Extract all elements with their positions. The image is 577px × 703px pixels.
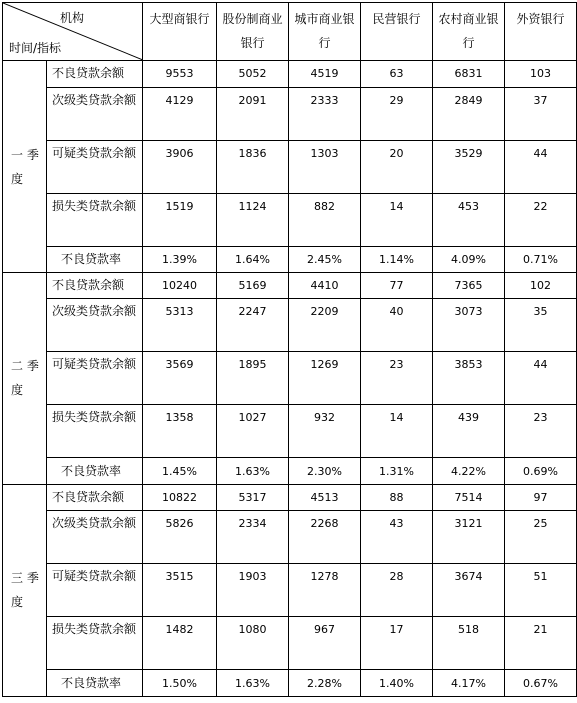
value-cell: 1.40%: [361, 670, 433, 697]
column-header: 城市商业银行: [289, 3, 361, 61]
table-row: [3, 352, 577, 405]
value-cell: 29: [361, 87, 433, 140]
value-cell: 63: [361, 61, 433, 87]
value-cell: 453: [433, 193, 505, 246]
value-cell: 1.31%: [361, 458, 433, 484]
value-cell: 3121: [433, 511, 505, 564]
value-cell: 4.09%: [433, 246, 505, 272]
table-row: [3, 140, 577, 193]
value-cell: 3515: [143, 564, 217, 617]
value-cell: 2091: [217, 87, 289, 140]
table-row: [3, 405, 577, 458]
corner-top-label: 机构: [59, 11, 84, 25]
value-cell: 7514: [433, 484, 505, 510]
value-cell: 2209: [289, 299, 361, 352]
value-cell: 1.14%: [361, 246, 433, 272]
indicator-label: 可疑类贷款余额: [47, 564, 143, 617]
value-cell: 1.63%: [217, 670, 289, 697]
value-cell: 40: [361, 299, 433, 352]
value-cell: 932: [289, 405, 361, 458]
indicator-label: 损失类贷款余额: [47, 617, 143, 670]
value-cell: 23: [505, 405, 577, 458]
value-cell: 9553: [143, 61, 217, 87]
value-cell: 5826: [143, 511, 217, 564]
value-cell: 3674: [433, 564, 505, 617]
table-row: [3, 299, 577, 352]
quarter-label: 二 季 度: [3, 273, 47, 485]
value-cell: 4.17%: [433, 670, 505, 697]
value-cell: 439: [433, 405, 505, 458]
value-cell: 14: [361, 405, 433, 458]
value-cell: 3569: [143, 352, 217, 405]
value-cell: 1.64%: [217, 246, 289, 272]
quarter-label: 三 季 度: [3, 484, 47, 696]
value-cell: 2.30%: [289, 458, 361, 484]
value-cell: 5313: [143, 299, 217, 352]
value-cell: 22: [505, 193, 577, 246]
table-row: [3, 670, 577, 697]
value-cell: 2333: [289, 87, 361, 140]
table-row: [3, 484, 577, 510]
indicator-label: 不良贷款余额: [47, 273, 143, 299]
value-cell: 0.67%: [505, 670, 577, 697]
value-cell: 77: [361, 273, 433, 299]
table-row: [3, 564, 577, 617]
indicator-label: 不良贷款率: [47, 246, 143, 272]
indicator-label: 可疑类贷款余额: [47, 352, 143, 405]
value-cell: 1124: [217, 193, 289, 246]
value-cell: 10240: [143, 273, 217, 299]
value-cell: 44: [505, 352, 577, 405]
table-row: [3, 511, 577, 564]
column-header: 股份制商业银行: [217, 3, 289, 61]
value-cell: 1482: [143, 617, 217, 670]
value-cell: 23: [361, 352, 433, 405]
value-cell: 4513: [289, 484, 361, 510]
value-cell: 3906: [143, 140, 217, 193]
value-cell: 103: [505, 61, 577, 87]
indicator-label: 不良贷款率: [47, 458, 143, 484]
value-cell: 1.45%: [143, 458, 217, 484]
column-header: 民营银行: [361, 3, 433, 61]
value-cell: 2.28%: [289, 670, 361, 697]
value-cell: 20: [361, 140, 433, 193]
indicator-label: 次级类贷款余额: [47, 511, 143, 564]
value-cell: 1080: [217, 617, 289, 670]
value-cell: 6831: [433, 61, 505, 87]
value-cell: 102: [505, 273, 577, 299]
table-row: [3, 246, 577, 272]
value-cell: 21: [505, 617, 577, 670]
value-cell: 14: [361, 193, 433, 246]
bank-npl-table: [2, 2, 577, 697]
indicator-label: 损失类贷款余额: [47, 193, 143, 246]
value-cell: 4410: [289, 273, 361, 299]
value-cell: 1278: [289, 564, 361, 617]
value-cell: 97: [505, 484, 577, 510]
value-cell: 1895: [217, 352, 289, 405]
value-cell: 5317: [217, 484, 289, 510]
value-cell: 2.45%: [289, 246, 361, 272]
value-cell: 88: [361, 484, 433, 510]
value-cell: 0.71%: [505, 246, 577, 272]
value-cell: 5169: [217, 273, 289, 299]
value-cell: 1027: [217, 405, 289, 458]
value-cell: 28: [361, 564, 433, 617]
value-cell: 2247: [217, 299, 289, 352]
corner-bottom-label: 时间/指标: [9, 41, 62, 55]
value-cell: 0.69%: [505, 458, 577, 484]
value-cell: 3853: [433, 352, 505, 405]
value-cell: 5052: [217, 61, 289, 87]
value-cell: 1269: [289, 352, 361, 405]
value-cell: 43: [361, 511, 433, 564]
table-row: [3, 61, 577, 87]
value-cell: 2849: [433, 87, 505, 140]
indicator-label: 不良贷款率: [47, 670, 143, 697]
value-cell: 35: [505, 299, 577, 352]
value-cell: 4519: [289, 61, 361, 87]
value-cell: 3529: [433, 140, 505, 193]
value-cell: 1.63%: [217, 458, 289, 484]
value-cell: 1.50%: [143, 670, 217, 697]
value-cell: 1303: [289, 140, 361, 193]
value-cell: 1358: [143, 405, 217, 458]
header-row: [3, 3, 577, 61]
value-cell: 1519: [143, 193, 217, 246]
value-cell: 25: [505, 511, 577, 564]
table-row: [3, 193, 577, 246]
value-cell: 1.39%: [143, 246, 217, 272]
indicator-label: 可疑类贷款余额: [47, 140, 143, 193]
value-cell: 2268: [289, 511, 361, 564]
value-cell: 4.22%: [433, 458, 505, 484]
column-header: 大型商银行: [143, 3, 217, 61]
column-header: 外资银行: [505, 3, 577, 61]
quarter-label: 一 季 度: [3, 61, 47, 273]
value-cell: 882: [289, 193, 361, 246]
table-row: [3, 87, 577, 140]
value-cell: 1903: [217, 564, 289, 617]
value-cell: 4129: [143, 87, 217, 140]
value-cell: 37: [505, 87, 577, 140]
indicator-label: 次级类贷款余额: [47, 299, 143, 352]
value-cell: 1836: [217, 140, 289, 193]
indicator-label: 损失类贷款余额: [47, 405, 143, 458]
indicator-label: 次级类贷款余额: [47, 87, 143, 140]
corner-cell: [3, 3, 143, 61]
value-cell: 518: [433, 617, 505, 670]
value-cell: 44: [505, 140, 577, 193]
indicator-label: 不良贷款余额: [47, 61, 143, 87]
value-cell: 2334: [217, 511, 289, 564]
value-cell: 7365: [433, 273, 505, 299]
value-cell: 967: [289, 617, 361, 670]
table-row: [3, 458, 577, 484]
value-cell: 51: [505, 564, 577, 617]
table-row: [3, 617, 577, 670]
column-header: 农村商业银行: [433, 3, 505, 61]
indicator-label: 不良贷款余额: [47, 484, 143, 510]
table-row: [3, 273, 577, 299]
value-cell: 3073: [433, 299, 505, 352]
value-cell: 10822: [143, 484, 217, 510]
value-cell: 17: [361, 617, 433, 670]
